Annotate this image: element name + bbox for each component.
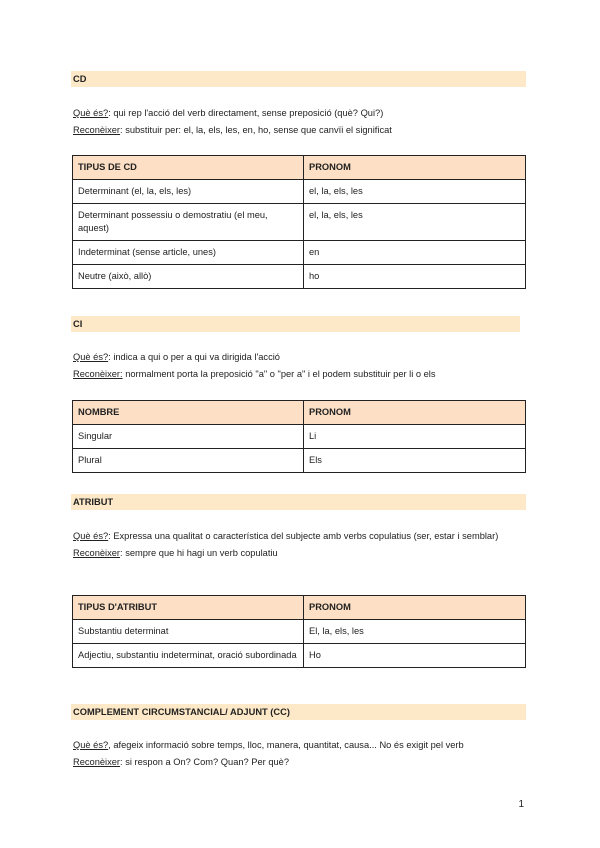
table-row (73, 204, 526, 241)
table-cell: Indeterminat (sense article, unes) (73, 241, 304, 265)
table-header-row (73, 596, 526, 620)
section-header-atribut: ATRIBUT (71, 494, 526, 510)
cd-table (72, 155, 526, 289)
table-header-row (73, 156, 526, 180)
cc-definition (73, 737, 528, 771)
table-cell: Li (304, 425, 526, 449)
table-header-cell: TIPUS D'ATRIBUT (73, 596, 304, 620)
section-header-cc: COMPLEMENT CIRCUMSTANCIAL/ ADJUNT (CC) (71, 704, 526, 720)
ci-q-text: : indica a qui o per a qui va dirigida l'acció (108, 352, 280, 362)
atribut-definition (73, 528, 528, 562)
table-cell: en (304, 241, 526, 265)
ci-r-text: normalment porta la preposició "a" o "per a" i el podem substituir per li o els (122, 369, 436, 379)
table-cell: Singular (73, 425, 304, 449)
table-cell: Plural (73, 449, 304, 473)
table-row (73, 241, 526, 265)
ci-r-label: Reconèixer: (73, 369, 123, 379)
cd-r-text: : substituir per: el, la, els, les, en, ho, sense que canvïi el significat (120, 125, 392, 135)
table-row (73, 425, 526, 449)
table-header-cell: NOMBRE (73, 401, 304, 425)
table-cell: el, la, els, les (304, 204, 526, 241)
table-cell: Determinant (el, la, els, les) (73, 180, 304, 204)
cc-r-text: : si respon a On? Com? Quan? Per què? (120, 757, 290, 767)
table-header-cell: PRONOM (304, 401, 526, 425)
cc-q-label: Què és? (73, 740, 109, 750)
cd-q-label: Què és? (73, 108, 109, 118)
table-header-cell: TIPUS DE CD (73, 156, 304, 180)
table-cell: Els (304, 449, 526, 473)
table-cell: Determinant possessiu o demostratiu (el meu, aquest) (73, 204, 304, 241)
atribut-q-text: : Expressa una qualitat o característica del subjecte amb verbs copulatius (ser, estar i semblar) (108, 531, 499, 541)
table-cell: Substantiu determinat (73, 620, 304, 644)
cc-r-label: Reconèixer (73, 757, 121, 767)
atribut-q-label: Què és? (73, 531, 109, 541)
table-row (73, 265, 526, 289)
table-cell: ho (304, 265, 526, 289)
table-row (73, 620, 526, 644)
cd-definition (73, 105, 528, 139)
table-header-row (73, 401, 526, 425)
section-header-cd: CD (71, 71, 526, 87)
ci-definition (73, 349, 528, 383)
cd-q-text: : qui rep l'acció del verb directament, sense preposició (què? Qui?) (108, 108, 384, 118)
table-cell: Adjectiu, substantiu indeterminat, oració subordinada (73, 644, 304, 668)
ci-q-label: Què és? (73, 352, 109, 362)
table-cell: Ho (304, 644, 526, 668)
cc-q-text: , afegeix informació sobre temps, lloc, manera, quantitat, causa... No és exigit pel verb (108, 740, 464, 750)
cd-r-label: Reconèixer (73, 125, 121, 135)
atribut-r-text: : sempre que hi hagi un verb copulatiu (120, 548, 278, 558)
section-header-ci: CI (71, 316, 520, 332)
table-cell: Neutre (això, allò) (73, 265, 304, 289)
table-header-cell: PRONOM (304, 596, 526, 620)
table-header-cell: PRONOM (304, 156, 526, 180)
table-cell: El, la, els, les (304, 620, 526, 644)
atribut-r-label: Reconèixer (73, 548, 121, 558)
table-row (73, 180, 526, 204)
page-number: 1 (518, 799, 524, 810)
table-row (73, 449, 526, 473)
atribut-table (72, 595, 526, 668)
table-row (73, 644, 526, 668)
table-cell: el, la, els, les (304, 180, 526, 204)
ci-table (72, 400, 526, 473)
